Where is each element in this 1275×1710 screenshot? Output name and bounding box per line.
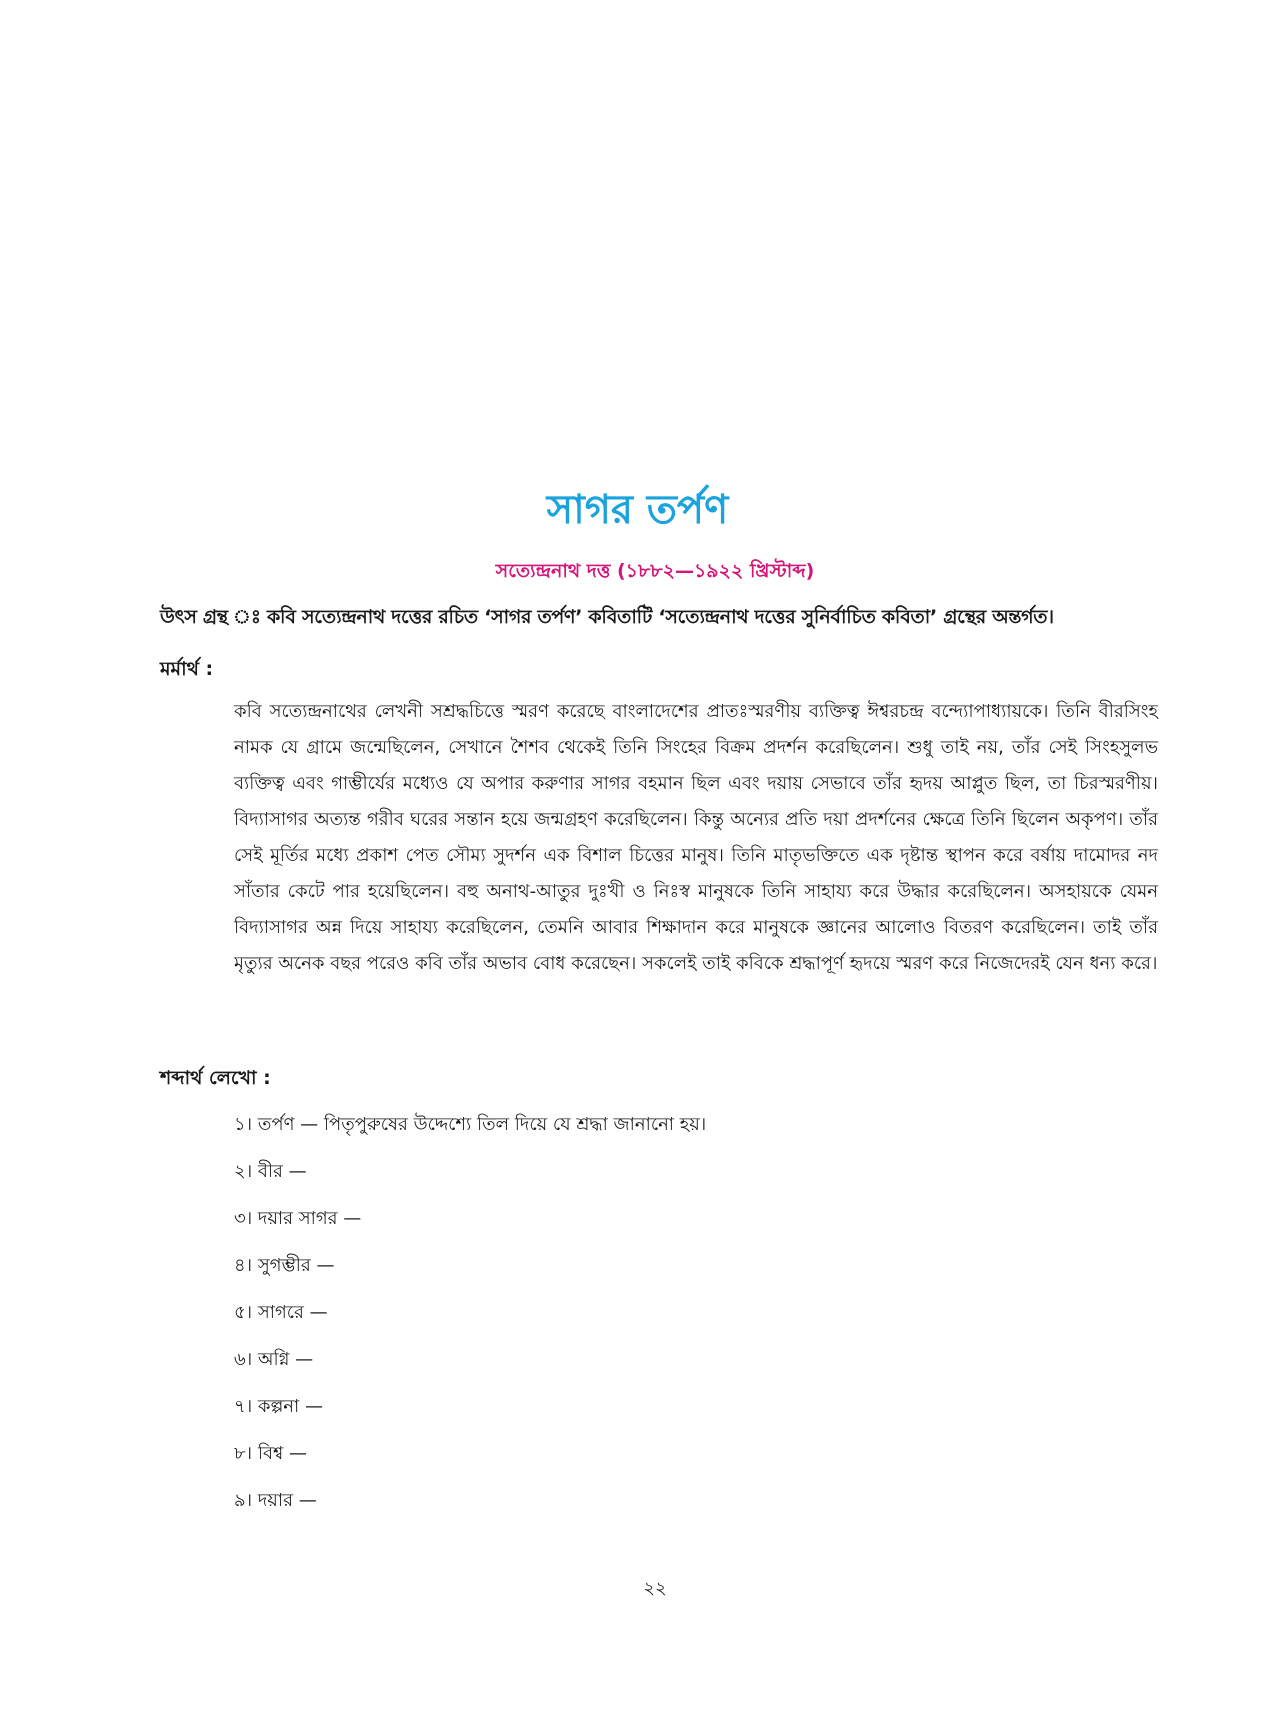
word-meaning-item-7: ৭। কল্পনা — [234, 1396, 323, 1417]
word-meaning-item-9: ৯। দয়ার — [234, 1490, 317, 1511]
word-meanings-heading: শব্দার্থ লেখো : [160, 1067, 271, 1089]
word-meanings-list [234, 1110, 1134, 1533]
page-title: সাগর তর্পণ [546, 487, 729, 533]
word-meaning-item-2: ২। বীর — [234, 1161, 307, 1182]
word-meaning-item-1: ১। তর্পণ — পিতৃপুরুষের উদ্দেশ্যে তিল দিয়ে যে শ্রদ্ধা জানানো হয়। [234, 1114, 707, 1135]
page-number: ২২ [643, 1578, 667, 1599]
word-meaning-item-8: ৮। বিশ্ব — [234, 1443, 308, 1464]
author-line: সত্যেন্দ্রনাথ দত্ত (১৮৮২—১৯২২ খ্রিস্টাব্দ) [495, 560, 815, 582]
word-meaning-item-3: ৩। দয়ার সাগর — [234, 1208, 362, 1229]
word-meaning-item-6: ৬। অগ্নি — [234, 1349, 314, 1370]
summary-heading: মর্মার্থ : [160, 658, 214, 680]
word-meaning-item-4: ৪। সুগম্ভীর — [234, 1255, 335, 1276]
source-line: উৎস গ্রন্থ ঃ কবি সত্যেন্দ্রনাথ দত্তের রচিত ‘সাগর তর্পণ’ কবিতাটি ‘সত্যেন্দ্রনাথ দত্তের সুনির্বাচিত কবিতা’ গ্রন্থের অন্তর্গত। [160, 606, 1054, 628]
summary-paragraph: কবি সত্যেন্দ্রনাথের লেখনী সশ্রদ্ধচিত্তে স্মরণ করেছে বাংলাদেশের প্রাতঃস্মরণীয় ব্যক্তিত্ব ঈশ্বরচন্দ্র বন্দ্যোপাধ্যায়কে। তিনি বীরসিংহ নামক যে গ্রামে জন্মেছিলেন, সেখানে শৈশব থেকেই তিনি সিংহের বিক্রম প্রদর্শন করেছিলেন। শুধু তাই নয়, তাঁর সেই সিংহসুলভ ব্যক্তিত্ব এবং গাম্ভীর্যের মধ্যেও যে অপার করুণার সাগর বহমান ছিল এবং দয়ায় সেভাবে তাঁর হৃদয় আপ্লুত ছিল, তা চিরস্মরণীয়। বিদ্যাসাগর অত্যন্ত গরীব ঘরের সন্তান হয়ে জন্মগ্রহণ করেছিলেন। কিন্তু অন্যের প্রতি দয়া প্রদর্শনের ক্ষেত্রে তিনি ছিলেন অকৃপণ। তাঁর সেই মূর্তির মধ্যে প্রকাশ পেত সৌম্য সুদর্শন এক বিশাল চিত্তের মানুষ। তিনি মাতৃভক্তিতে এক দৃষ্টান্ত স্থাপন করে বর্ষায় দামোদর নদ সাঁতার কেটে পার হয়েছিলেন। বহু অনাথ-আতুর দুঃখী ও নিঃস্ব মানুষকে তিনি সাহায্য করে উদ্ধার করেছিলেন। অসহায়কে যেমন বিদ্যাসাগর অন্ন দিয়ে সাহায্য করেছিলেন, তেমনি আবার শিক্ষাদান করে মানুষকে জ্ঞানের আলোও বিতরণ করেছিলেন। তাই তাঁর মৃত্যুর অনেক বছর পরেও কবি তাঁর অভাব বোধ করেছেন। সকলেই তাই কবিকে শ্রদ্ধাপূর্ণ হৃদয়ে স্মরণ করে নিজেদেরই যেন ধন্য করে। [234, 701, 1158, 974]
word-meaning-item-5: ৫। সাগরে — [234, 1302, 328, 1323]
